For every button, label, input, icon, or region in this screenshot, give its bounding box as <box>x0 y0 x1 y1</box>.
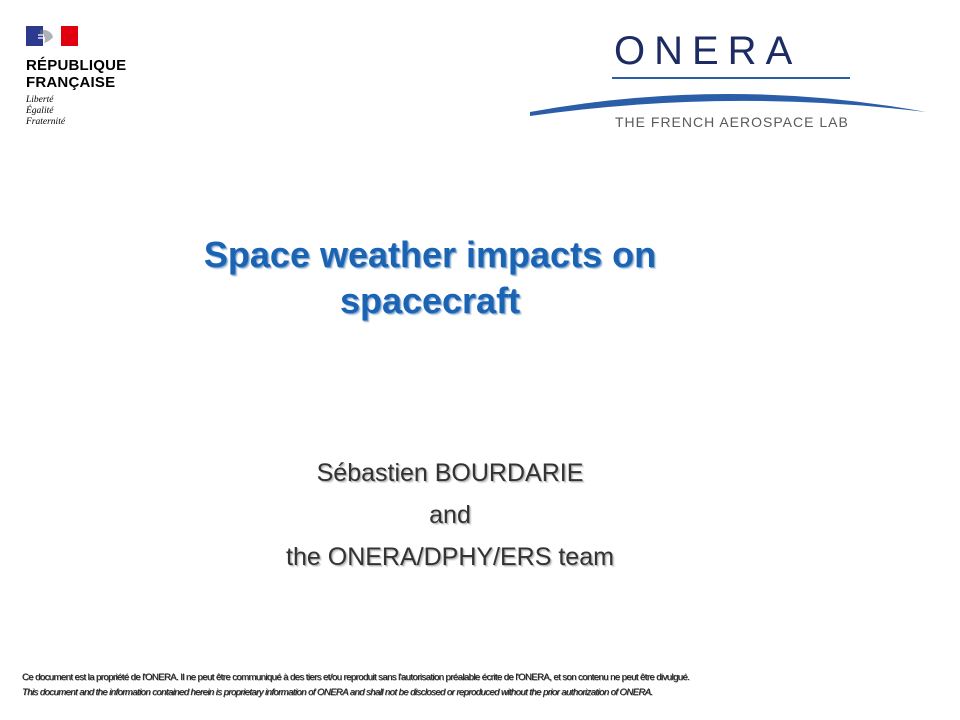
gov-motto <box>26 95 166 128</box>
onera-tagline: THE FRENCH AEROSPACE LAB <box>615 114 849 130</box>
author-team: the ONERA/DPHY/ERS team <box>286 543 614 571</box>
slide-title <box>0 232 860 324</box>
republique-francaise-logo <box>26 26 166 128</box>
motto-fraternite: Fraternité <box>26 117 66 127</box>
gov-name-line-1: RÉPUBLIQUE <box>26 57 127 74</box>
proprietary-notice-fr: Ce document est la propriété de l'ONERA. Il ne peut être communiqué à des tiers et/ou reproduit sans l'autorisation préalable écrite de l'ONERA, et son contenu ne peut être divulgué. <box>22 672 690 683</box>
proprietary-notice <box>22 670 902 700</box>
slide-title-line-1: Space weather impacts on <box>203 234 657 275</box>
marianne-flag-icon <box>26 26 78 46</box>
slide-authors <box>220 452 680 578</box>
author-conjunction: and <box>429 501 471 529</box>
motto-egalite: Égalité <box>26 106 54 116</box>
onera-arc <box>530 94 926 116</box>
gov-name-line-2: FRANÇAISE <box>26 74 116 91</box>
author-name: Sébastien BOURDARIE <box>316 459 584 487</box>
slide-title-line-2: spacecraft <box>339 280 521 321</box>
motto-liberte: Liberté <box>26 95 54 105</box>
proprietary-notice-en: This document and the information contained herein is proprietary information of ONERA and shall not be disclosed or reproduced without the prior authorization of ONERA. <box>22 687 653 698</box>
onera-wordmark: ONERA <box>614 29 802 73</box>
republique-francaise-name <box>26 57 166 91</box>
